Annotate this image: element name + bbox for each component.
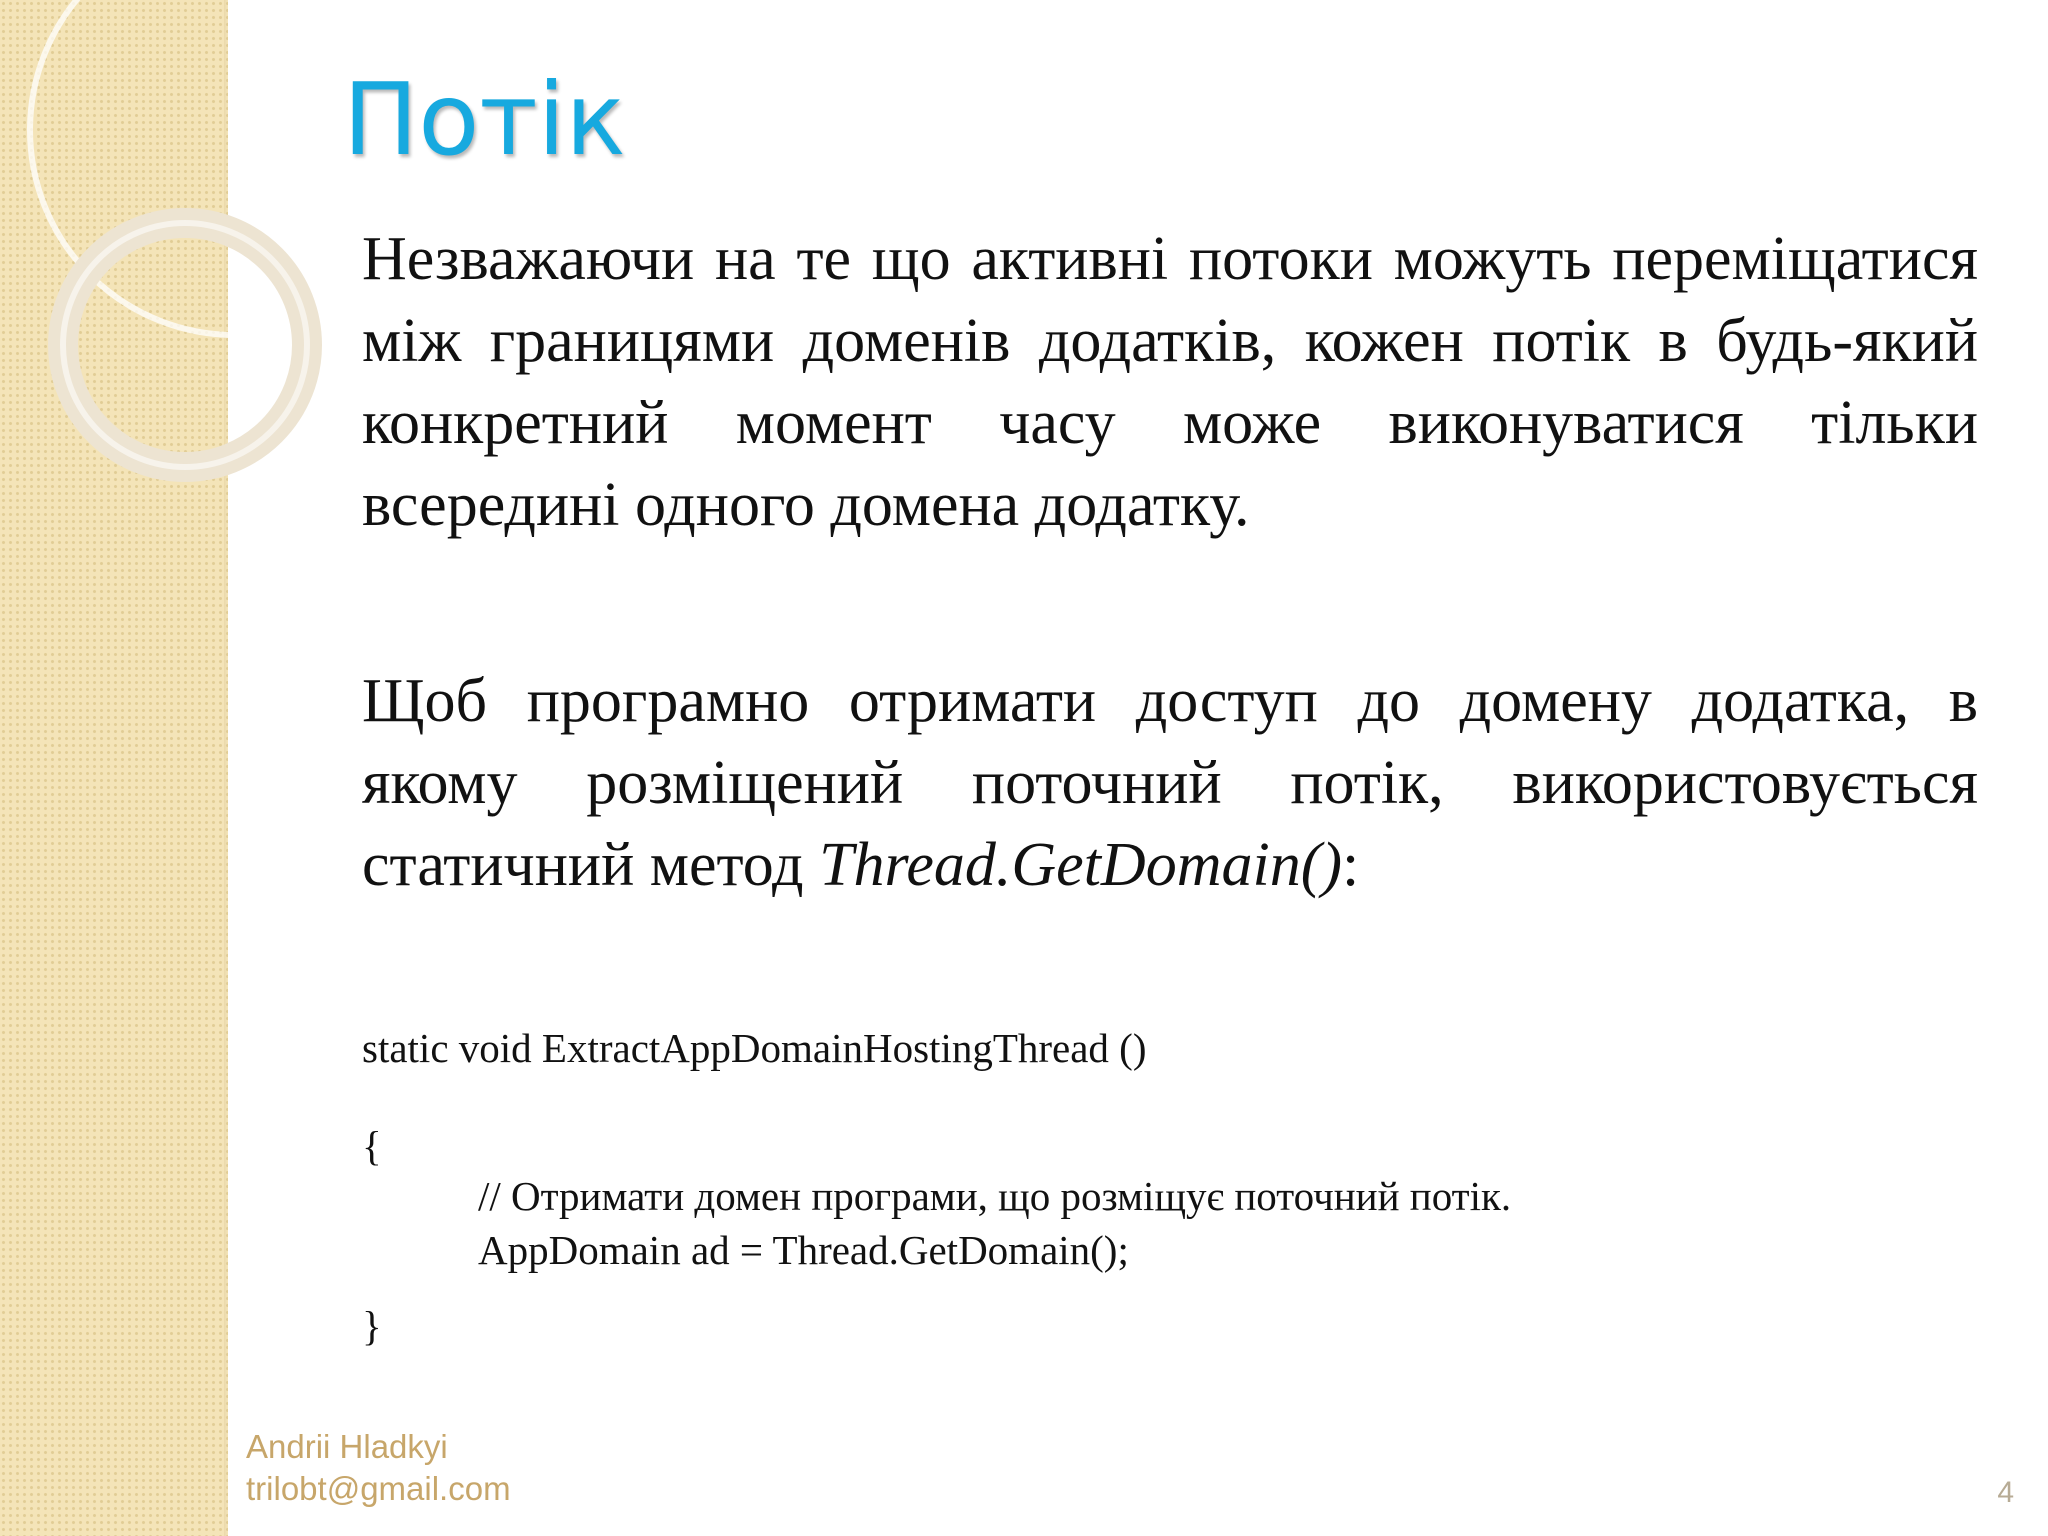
- decorative-side-band: [0, 0, 228, 1536]
- slide-number: 4: [1997, 1476, 2014, 1509]
- footer: [246, 1426, 511, 1510]
- code-comment: // Отримати домен програми, що розміщує поточний потік.: [478, 1173, 1512, 1219]
- paragraph-get-domain-suffix: :: [1342, 831, 1360, 899]
- code-statement: AppDomain ad = Thread.GetDomain();: [478, 1227, 1129, 1273]
- paragraph-threads-domains: Незважаючи на те що активні потоки можуть переміщатися між границями доменів додатків, кожен потік в будь-який конкретний момент часу може виконуватися тільки всередині одного домена додатку.: [362, 225, 1978, 539]
- code-open-brace: {: [362, 1123, 382, 1169]
- method-name: Thread.GetDomain(): [819, 831, 1342, 899]
- footer-email: trilobt@gmail.com: [246, 1470, 511, 1507]
- code-signature: static void ExtractAppDomainHostingThread (): [362, 1025, 1147, 1071]
- code-close-brace: }: [362, 1303, 382, 1349]
- paragraph-get-domain-text: Щоб програмно отримати доступ до домену додатка, в якому розміщений поточний потік, використовується статичний метод: [362, 667, 1978, 899]
- paragraph-get-domain: [362, 660, 1978, 906]
- footer-author: Andrii Hladkyi: [246, 1428, 448, 1465]
- slide-body: [362, 218, 1978, 906]
- slide-title: Потік: [343, 61, 626, 178]
